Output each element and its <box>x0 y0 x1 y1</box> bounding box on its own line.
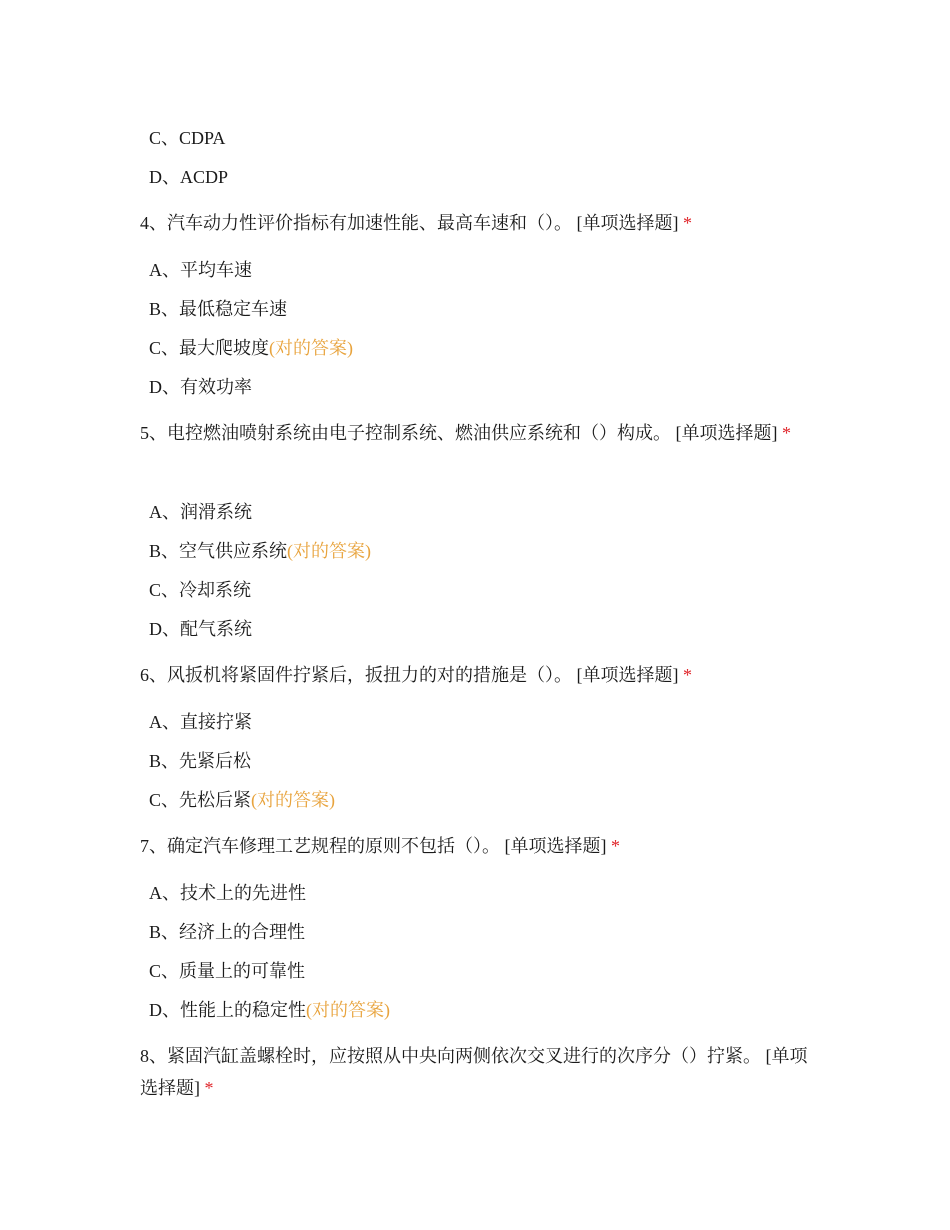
option-item <box>149 617 252 641</box>
option-item <box>149 500 252 524</box>
option-text: B、经济上的合理性 <box>149 922 306 942</box>
option-text: C、最大爬坡度 <box>149 338 270 358</box>
option-item <box>149 258 252 282</box>
question-stem <box>140 211 692 235</box>
option-item <box>149 959 305 983</box>
option-text: D、有效功率 <box>149 377 252 397</box>
option-item <box>149 881 306 905</box>
option-text: B、空气供应系统 <box>149 541 288 561</box>
option-item <box>149 749 251 773</box>
question-stem <box>140 417 820 449</box>
question-text: 6、风扳机将紧固件拧紧后，扳扭力的对的措施是（）。 [单项选择题] <box>140 665 679 685</box>
option-item <box>149 297 287 321</box>
option-text: C、质量上的可靠性 <box>149 961 306 981</box>
option-text: C、先松后紧 <box>149 790 252 810</box>
option-item <box>149 375 252 399</box>
option-item <box>149 165 228 189</box>
required-star: * <box>683 213 692 233</box>
option-item <box>149 710 252 734</box>
required-star: * <box>782 423 791 443</box>
required-star: * <box>683 665 692 685</box>
option-text: D、配气系统 <box>149 619 252 639</box>
option-text: C、冷却系统 <box>149 580 252 600</box>
option-item <box>149 336 353 360</box>
question-text: 5、电控燃油喷射系统由电子控制系统、燃油供应系统和（）构成。 [单项选择题] <box>140 423 778 443</box>
option-text: A、技术上的先进性 <box>149 883 306 903</box>
correct-answer-mark: (对的答案) <box>269 338 354 358</box>
question-text: 8、紧固汽缸盖螺栓时，应按照从中央向两侧依次交叉进行的次序分（）拧紧。 [单项选择题] <box>140 1046 808 1098</box>
required-star: * <box>611 836 620 856</box>
option-item <box>149 920 305 944</box>
option-text: A、平均车速 <box>149 260 252 280</box>
required-star: * <box>204 1078 214 1098</box>
correct-answer-mark: (对的答案) <box>306 1000 390 1020</box>
question-stem <box>140 834 620 858</box>
correct-answer-mark: (对的答案) <box>251 790 336 810</box>
option-item <box>149 578 251 602</box>
question-stem <box>140 663 692 687</box>
option-item <box>149 126 225 150</box>
option-item <box>149 998 390 1022</box>
option-text: C、CDPA <box>149 128 226 148</box>
option-text: A、润滑系统 <box>149 502 252 522</box>
option-text: D、性能上的稳定性 <box>149 1000 306 1020</box>
option-text: A、直接拧紧 <box>149 712 252 732</box>
correct-answer-mark: (对的答案) <box>287 541 372 561</box>
option-item <box>149 539 371 563</box>
question-text: 7、确定汽车修理工艺规程的原则不包括（）。 [单项选择题] <box>140 836 607 856</box>
option-text: B、最低稳定车速 <box>149 299 288 319</box>
option-text: D、ACDP <box>149 167 229 187</box>
question-stem <box>140 1040 820 1104</box>
option-item <box>149 788 335 812</box>
option-text: B、先紧后松 <box>149 751 252 771</box>
question-text: 4、汽车动力性评价指标有加速性能、最高车速和（）。 [单项选择题] <box>140 213 679 233</box>
